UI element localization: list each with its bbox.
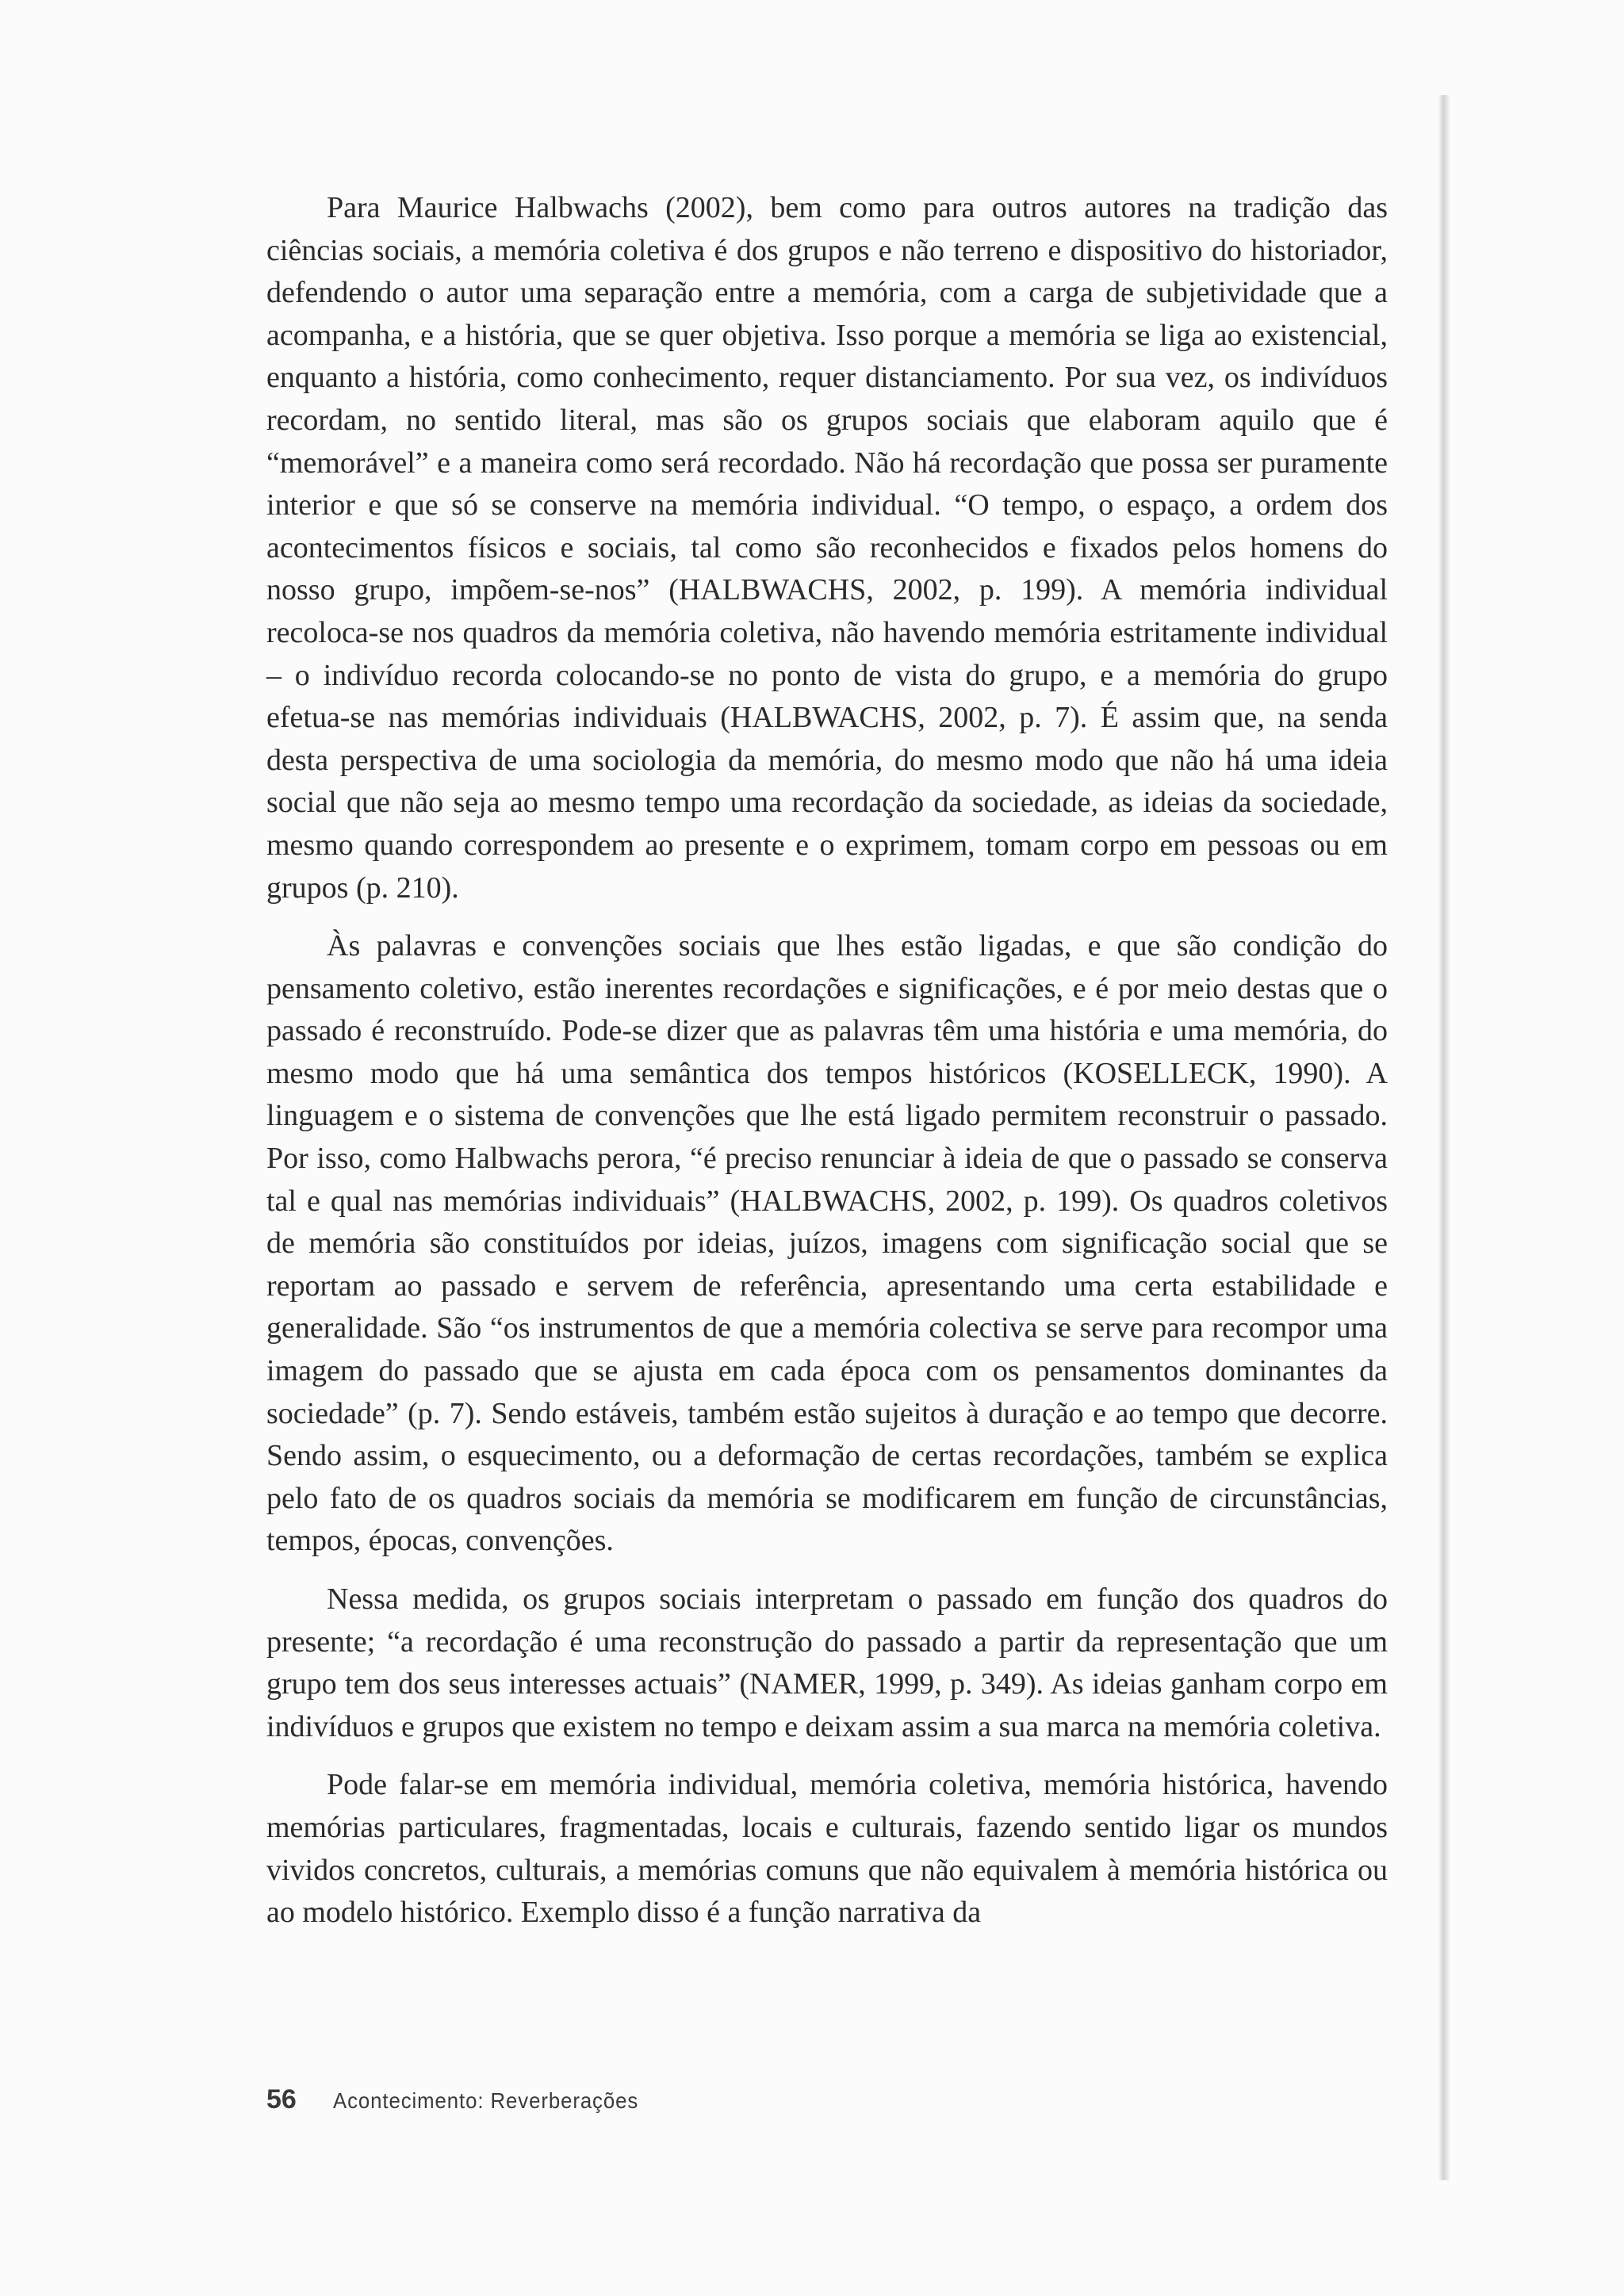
page-gutter-shadow: [1438, 95, 1450, 2180]
body-text: [266, 187, 1388, 1934]
paragraph-1: Para Maurice Halbwachs (2002), bem como para outros autores na tradição das ciências sociais, a memória coletiva é dos grupos e não terreno e dispositivo do historiador, defendendo o autor uma separação entre a memória, com a carga de subjetividade que a acompanha, e a história, que se quer objetiva. Isso porque a memória se liga ao existencial, enquanto a história, como conhecimento, requer distanciamento. Por sua vez, os indivíduos recordam, no sentido literal, mas são os grupos sociais que elaboram aquilo que é “memorável” e a maneira como será recordado. Não há recordação que possa ser puramente interior e que só se conserve na memória individual. “O tempo, o espaço, a ordem dos acontecimentos físicos e sociais, tal como são reconhecidos e fixados pelos homens do nosso grupo, impõem-se-nos” (HALBWACHS, 2002, p. 199). A memória individual recoloca-se nos quadros da memória coletiva, não havendo memória estritamente individual – o indivíduo recorda colocando-se no ponto de vista do grupo, e a memória do grupo efetua-se nas memórias individuais (HALBWACHS, 2002, p. 7). É assim que, na senda desta perspectiva de uma sociologia da memória, do mesmo modo que não há uma ideia social que não seja ao mesmo tempo uma recordação da sociedade, as ideias da sociedade, mesmo quando correspondem ao presente e o exprimem, tomam corpo em pessoas ou em grupos (p. 210).: [266, 191, 1388, 905]
running-title: Acontecimento: Reverberações: [333, 2088, 639, 2113]
paragraph-3: Nessa medida, os grupos sociais interpretam o passado em função dos quadros do presente; “a recordação é uma reconstrução do passado a partir da representação que um grupo tem dos seus interesses actuais” (NAMER, 1999, p. 349). As ideias ganham corpo em indivíduos e grupos que existem no tempo e deixam assim a sua marca na memória coletiva.: [266, 1582, 1388, 1743]
page-footer: [266, 2084, 665, 2115]
page-number: 56: [266, 2084, 297, 2114]
paragraph-2: Às palavras e convenções sociais que lhes estão ligadas, e que são condição do pensamento coletivo, estão inerentes recordações e significações, e é por meio destas que o passado é reconstruído. Pode-se dizer que as palavras têm uma história e uma memória, do mesmo modo que há uma semântica dos tempos históricos (KOSELLECK, 1990). A linguagem e o sistema de convenções que lhe está ligado permitem reconstruir o passado. Por isso, como Halbwachs perora, “é preciso renunciar à ideia de que o passado se conserva tal e qual nas memórias individuais” (HALBWACHS, 2002, p. 199). Os quadros coletivos de memória são constituídos por ideias, juízos, imagens com significação social que se reportam ao passado e servem de referência, apresentando uma certa estabilidade e generalidade. São “os instrumentos de que a memória colectiva se serve para recompor uma imagem do passado que se ajusta em cada época com os pensamentos dominantes da sociedade” (p. 7). Sendo estáveis, também estão sujeitos à duração e ao tempo que decorre. Sendo assim, o esquecimento, ou a deformação de certas recordações, também se explica pelo fato de os quadros sociais da memória se modificarem em função de circunstâncias, tempos, épocas, convenções.: [266, 929, 1388, 1558]
paragraph-4: Pode falar-se em memória individual, memória coletiva, memória histórica, havendo memórias particulares, fragmentadas, locais e culturais, fazendo sentido ligar os mundos vividos concretos, culturais, a memórias comuns que não equivalem à memória histórica ou ao modelo histórico. Exemplo disso é a função narrativa da: [266, 1768, 1388, 1930]
